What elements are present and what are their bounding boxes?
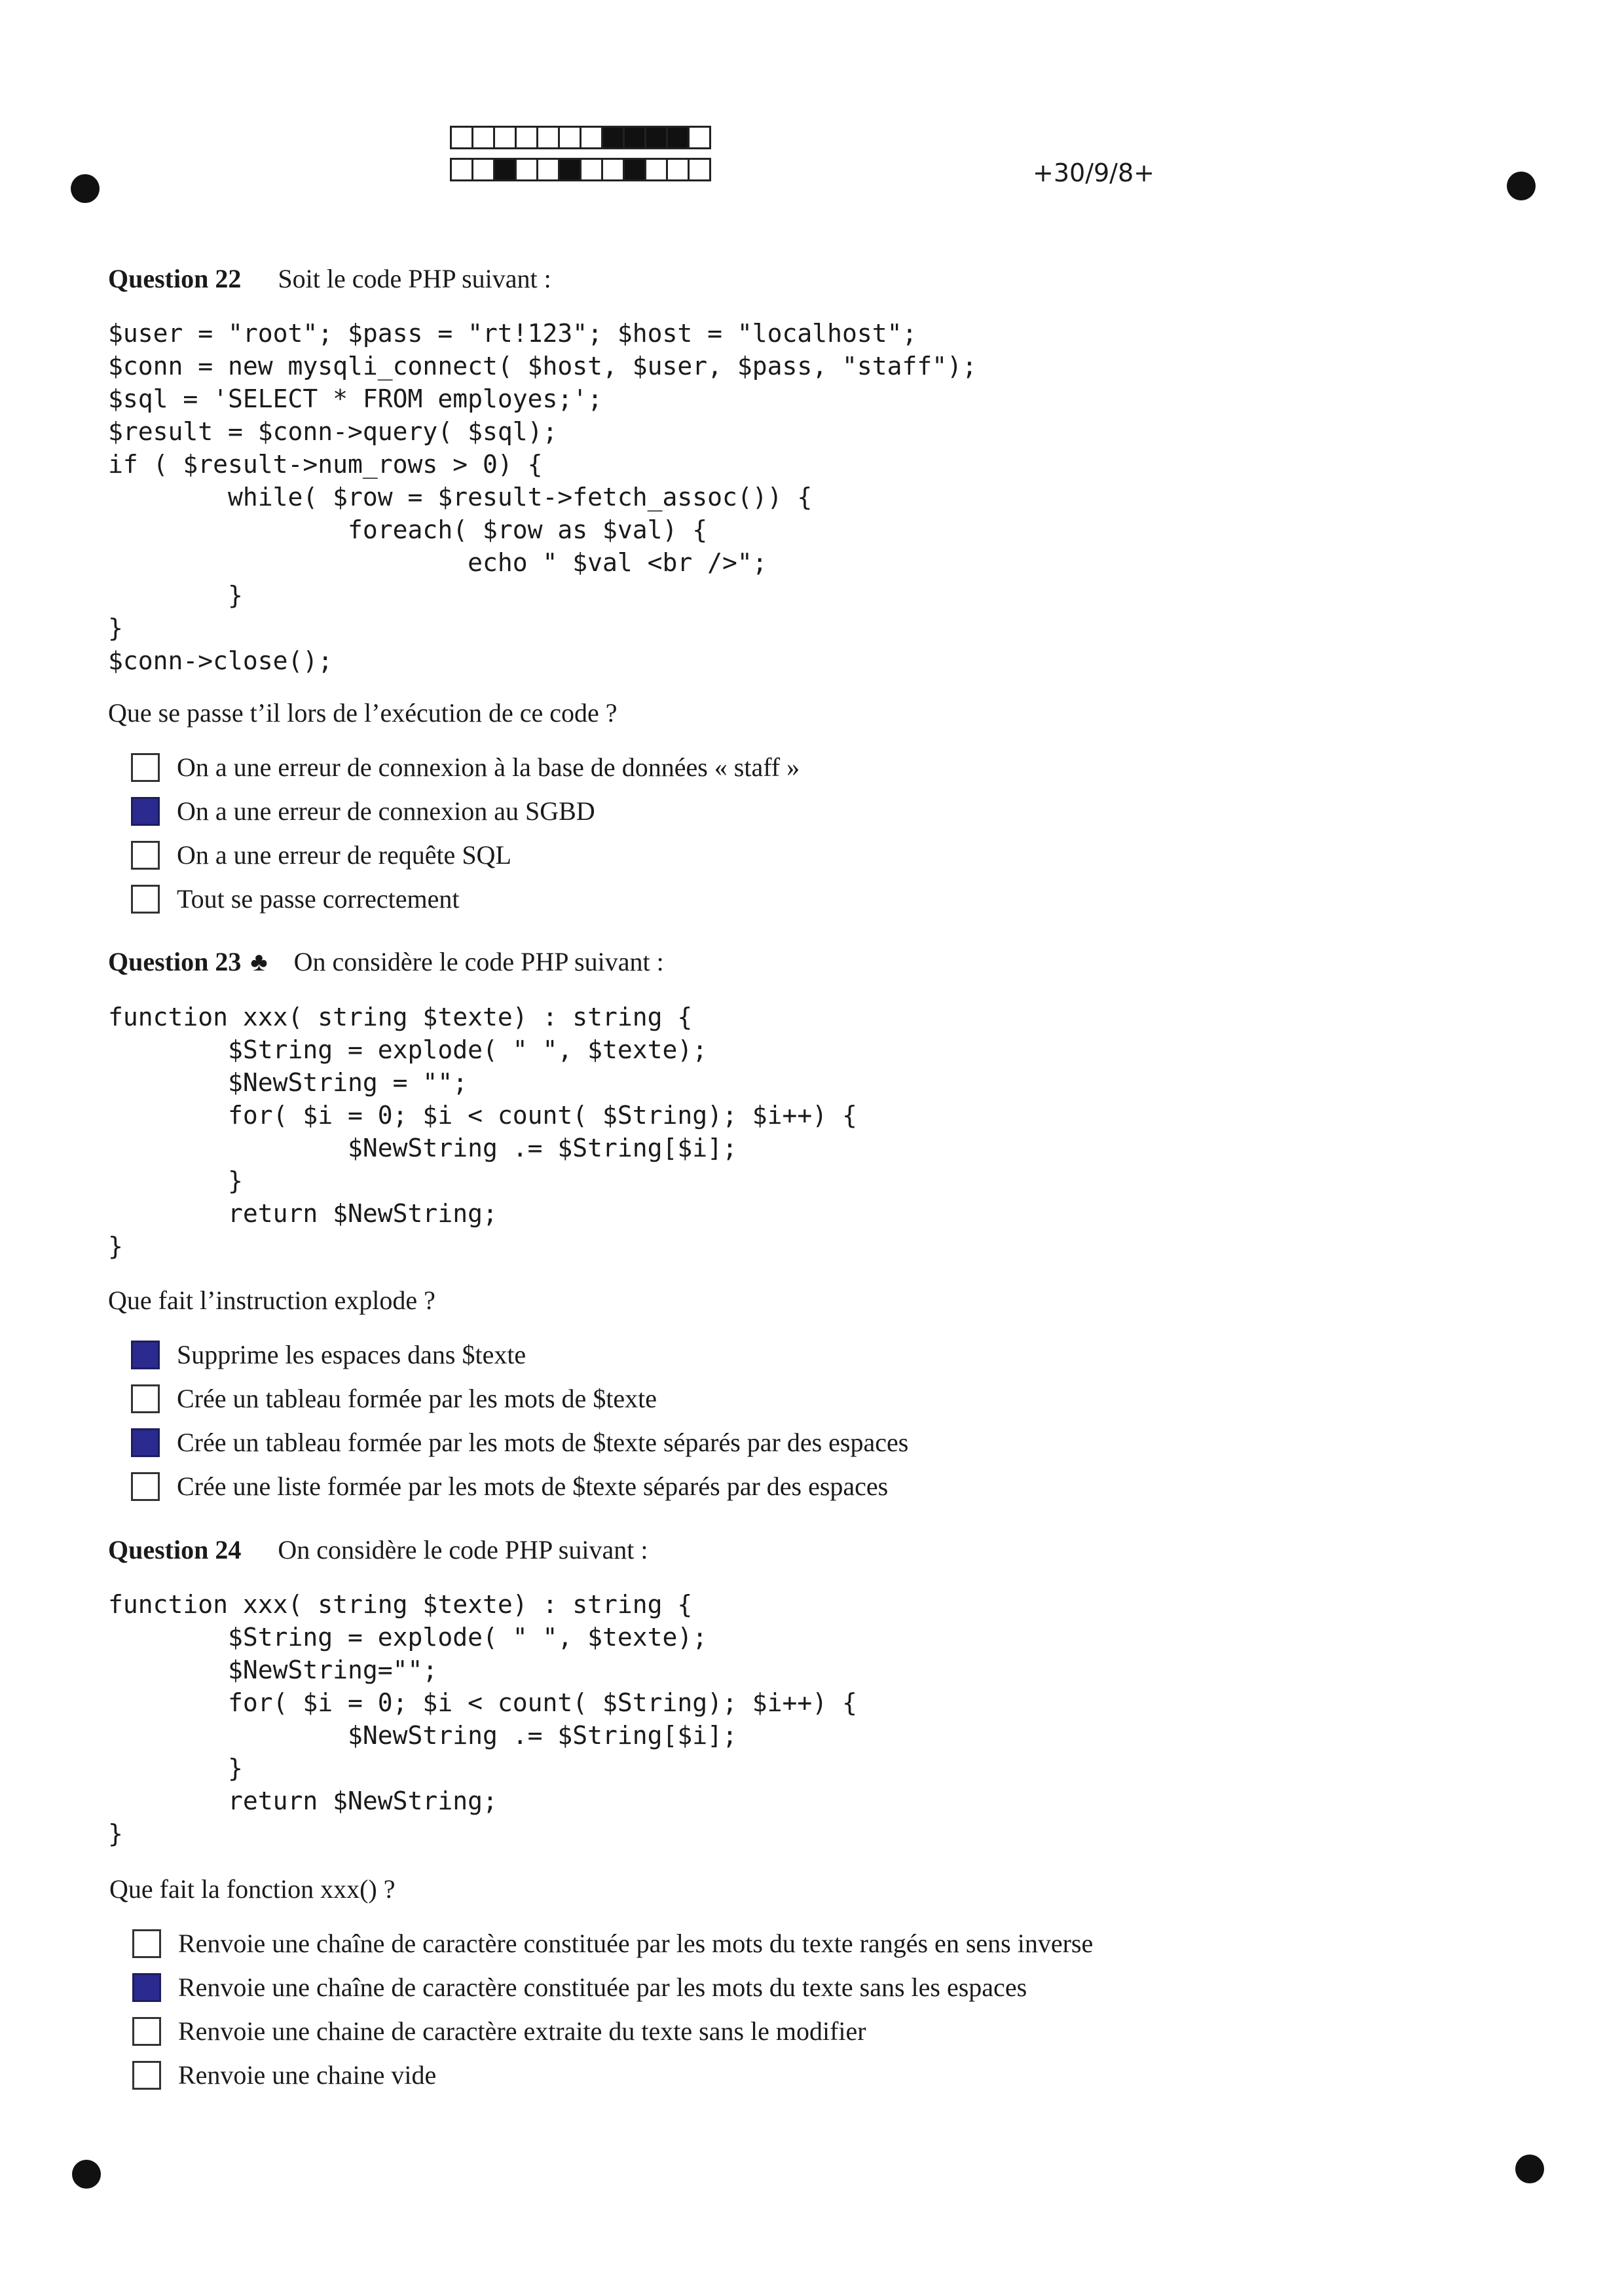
answer-option[interactable] (131, 1464, 908, 1508)
question-23-code: function xxx( string $texte) : string { $String = explode( " ", $texte); $NewString = ""; for( $i = 0; $i < count( $String); $i++) { $NewString .= $String[$i]; } return $NewString; } (108, 1003, 857, 1261)
barcode-cell (644, 158, 668, 181)
checkbox[interactable] (131, 753, 160, 782)
answer-text: Supprime les espaces dans $texte (177, 1340, 526, 1369)
barcode-cell (450, 126, 473, 149)
answer-option[interactable] (132, 1965, 1093, 2009)
question-24-title (108, 1534, 648, 1565)
answer-text: Crée un tableau formée par les mots de $texte séparés par des espaces (177, 1428, 909, 1457)
answer-option[interactable] (131, 745, 800, 789)
barcode-cell (644, 126, 668, 149)
answer-option[interactable] (131, 1420, 908, 1464)
question-label: Question 23 (108, 947, 242, 976)
checked-checkbox[interactable] (131, 1428, 160, 1457)
checked-checkbox[interactable] (131, 1341, 160, 1369)
checked-checkbox[interactable] (132, 1973, 161, 2002)
barcode-cell (558, 126, 581, 149)
answer-option[interactable] (132, 1921, 1093, 1965)
page-barcode-row-2 (452, 158, 711, 181)
club-icon: ♣ (250, 947, 268, 976)
barcode-cell (515, 126, 538, 149)
answer-option[interactable] (131, 789, 800, 833)
answer-option[interactable] (131, 877, 800, 921)
question-intro: On considère le code PHP suivant : (278, 1535, 648, 1565)
answer-option[interactable] (132, 2009, 1093, 2053)
answer-option[interactable] (131, 1377, 908, 1420)
question-22-prompt: Que se passe t’il lors de l’exécution de ce code ? (108, 698, 618, 728)
answer-option[interactable] (131, 833, 800, 877)
barcode-cell (601, 158, 625, 181)
answer-text: Renvoie une chaine vide (178, 2060, 437, 2090)
barcode-cell (580, 126, 603, 149)
question-intro: On considère le code PHP suivant : (293, 947, 664, 976)
barcode-cell (515, 158, 538, 181)
barcode-cell (471, 158, 495, 181)
answer-text: Tout se passe correctement (177, 884, 460, 914)
answer-text: Renvoie une chaîne de caractère constituée par les mots du texte sans les espaces (178, 1972, 1027, 2002)
answer-text: Crée une liste formée par les mots de $texte séparés par des espaces (177, 1472, 889, 1501)
checkbox[interactable] (132, 2017, 161, 2046)
barcode-cell (623, 158, 646, 181)
question-label: Question 22 (108, 264, 242, 293)
barcode-cell (688, 158, 711, 181)
answer-option[interactable] (132, 2053, 1093, 2097)
barcode-cell (493, 126, 517, 149)
answer-text: Renvoie une chaine de caractère extraite du texte sans le modifier (178, 2016, 866, 2046)
answer-option[interactable] (131, 1333, 908, 1377)
registration-mark-bottom-left (72, 2160, 101, 2189)
checkbox[interactable] (131, 1384, 160, 1413)
checkbox[interactable] (131, 1472, 160, 1501)
question-24-prompt: Que fait la fonction xxx() ? (109, 1874, 396, 1904)
answer-text: Renvoie une chaîne de caractère constituée par les mots du texte rangés en sens inverse (178, 1929, 1094, 1958)
question-23-title (108, 946, 664, 977)
question-22-code: $user = "root"; $pass = "rt!123"; $host = "localhost"; $conn = new mysqli_connect( $host, $user, $pass, "staff"); $sql = 'SELECT * FROM employes;'; $result = $conn->query( $sql); if ( $result->num_rows > 0) { while( $row = $result->fetch_assoc()) { foreach( $row as $val) { echo " $val <br />"; } } $conn->close(); (108, 319, 977, 675)
question-23-prompt: Que fait l’instruction explode ? (108, 1286, 435, 1315)
page-id: +30/9/8+ (1033, 158, 1154, 187)
answer-text: On a une erreur de requête SQL (177, 840, 511, 870)
page-barcode-row-1 (452, 126, 711, 149)
barcode-cell (623, 126, 646, 149)
question-23-answers (131, 1333, 908, 1508)
checkbox[interactable] (131, 885, 160, 914)
barcode-cell (688, 126, 711, 149)
checkbox[interactable] (131, 841, 160, 870)
answer-text: Crée un tableau formée par les mots de $texte (177, 1384, 657, 1413)
barcode-cell (558, 158, 581, 181)
barcode-cell (493, 158, 517, 181)
barcode-cell (601, 126, 625, 149)
barcode-cell (450, 158, 473, 181)
question-22-title (108, 263, 551, 294)
checked-checkbox[interactable] (131, 797, 160, 826)
checkbox[interactable] (132, 1929, 161, 1958)
answer-text: On a une erreur de connexion au SGBD (177, 796, 595, 826)
answer-text: On a une erreur de connexion à la base de données « staff » (177, 752, 800, 782)
question-24-code: function xxx( string $texte) : string { $String = explode( " ", $texte); $NewString=""; for( $i = 0; $i < count( $String); $i++) { $NewString .= $String[$i]; } return $NewString; } (108, 1590, 857, 1848)
registration-mark-bottom-right (1515, 2155, 1544, 2183)
barcode-cell (666, 126, 690, 149)
checkbox[interactable] (132, 2061, 161, 2090)
barcode-cell (471, 126, 495, 149)
barcode-cell (666, 158, 690, 181)
barcode-cell (536, 158, 560, 181)
question-24-answers (132, 1921, 1093, 2097)
barcode-cell (580, 158, 603, 181)
barcode-cell (536, 126, 560, 149)
question-intro: Soit le code PHP suivant : (278, 264, 551, 293)
registration-mark-top-right (1507, 172, 1536, 200)
question-22-answers (131, 745, 800, 921)
question-label: Question 24 (108, 1535, 242, 1565)
registration-mark-top-left (71, 174, 100, 203)
